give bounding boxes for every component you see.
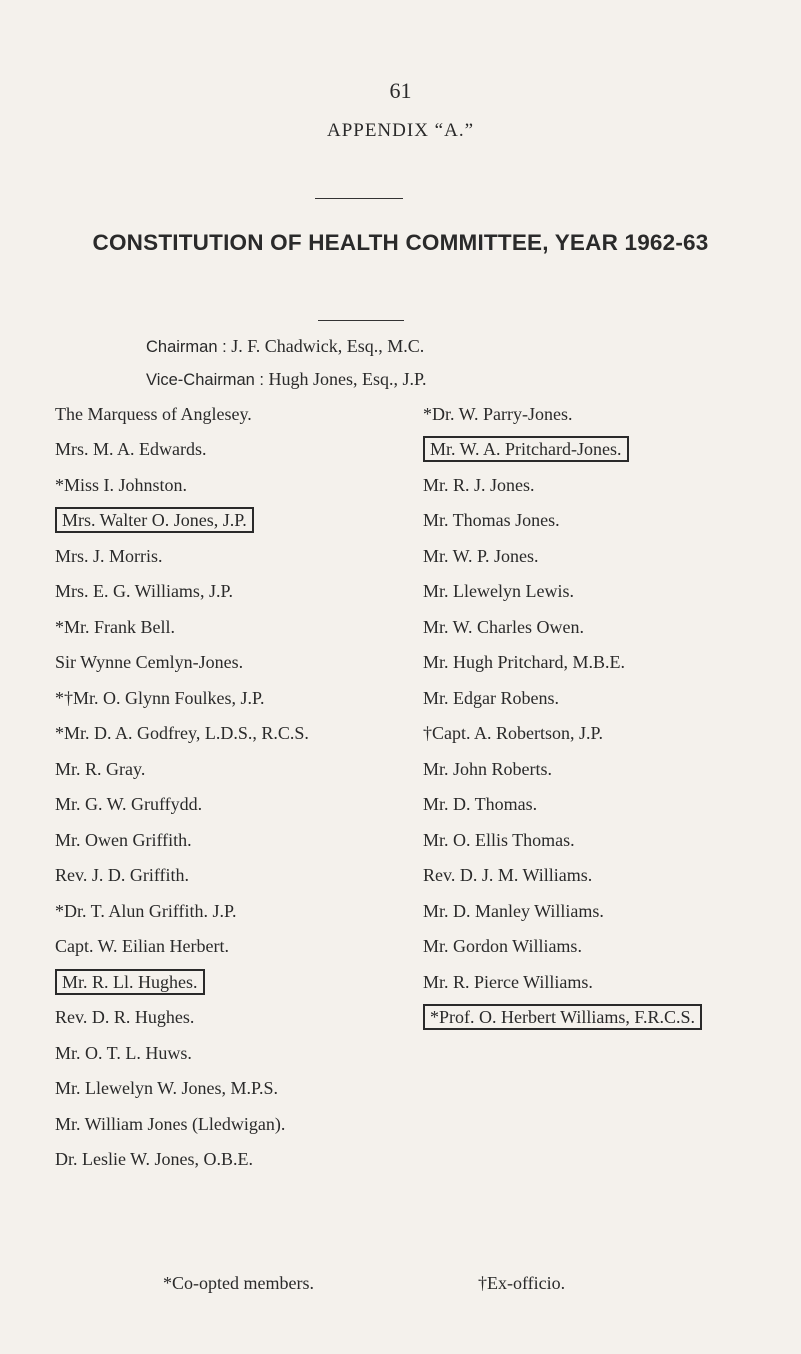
- member-entry: [55, 1141, 385, 1177]
- member-entry: [55, 573, 385, 609]
- divider-top: [315, 198, 403, 199]
- member-entry: [423, 644, 793, 680]
- member-name-boxed: Mr. W. A. Pritchard-Jones.: [423, 436, 629, 462]
- member-entry: [423, 786, 793, 822]
- member-name: Mr. R. Pierce Williams.: [423, 971, 593, 992]
- member-name: *Dr. W. Parry-Jones.: [423, 403, 573, 424]
- member-entry: [55, 1034, 385, 1070]
- members-right-column: [423, 395, 793, 1034]
- member-entry: [423, 537, 793, 573]
- member-entry: [423, 608, 793, 644]
- member-name: Mr. W. Charles Owen.: [423, 616, 584, 637]
- member-entry: [55, 466, 385, 502]
- member-name: Mr. W. P. Jones.: [423, 545, 539, 566]
- vice-chairman-label: Vice-Chairman :: [146, 371, 264, 389]
- member-name: Mr. R. Gray.: [55, 758, 146, 779]
- member-name: Mr. Hugh Pritchard, M.B.E.: [423, 652, 625, 673]
- members-left-column: [55, 395, 385, 1176]
- member-name: Mrs. J. Morris.: [55, 545, 163, 566]
- member-entry: [55, 644, 385, 680]
- page-title: CONSTITUTION OF HEALTH COMMITTEE, YEAR 1962-63: [92, 230, 709, 255]
- member-entry: [423, 395, 793, 431]
- member-name: Mrs. M. A. Edwards.: [55, 439, 207, 460]
- member-entry: [55, 537, 385, 573]
- member-name: Rev. D. R. Hughes.: [55, 1007, 195, 1028]
- member-name: Mr. G. W. Gruffydd.: [55, 794, 203, 815]
- member-name: Mr. Owen Griffith.: [55, 829, 192, 850]
- member-entry: [55, 679, 385, 715]
- member-name: Dr. Leslie W. Jones, O.B.E.: [55, 1149, 253, 1170]
- member-name-boxed: Mrs. Walter O. Jones, J.P.: [55, 507, 254, 533]
- member-name: Mr. William Jones (Lledwigan).: [55, 1113, 286, 1134]
- member-name: *Miss I. Johnston.: [55, 474, 188, 495]
- member-entry: [55, 857, 385, 893]
- member-entry: [423, 715, 793, 751]
- member-entry: [55, 892, 385, 928]
- member-name: †Capt. A. Robertson, J.P.: [423, 723, 604, 744]
- member-entry: [423, 573, 793, 609]
- member-name: Mr. Llewelyn W. Jones, M.P.S.: [55, 1078, 279, 1099]
- member-name: Rev. D. J. M. Williams.: [423, 865, 593, 886]
- member-name: Rev. J. D. Griffith.: [55, 865, 189, 886]
- member-entry: [423, 963, 793, 999]
- member-entry: [55, 715, 385, 751]
- member-name: *Dr. T. Alun Griffith. J.P.: [55, 900, 237, 921]
- member-name: Mr. Thomas Jones.: [423, 510, 560, 531]
- member-entry: [55, 963, 385, 999]
- page-number: 61: [389, 78, 412, 103]
- member-entry: [55, 608, 385, 644]
- member-name-boxed: *Prof. O. Herbert Williams, F.R.C.S.: [423, 1004, 702, 1030]
- footnote-ex-officio: †Ex-officio.: [478, 1273, 566, 1293]
- member-name: Mr. Edgar Robens.: [423, 687, 559, 708]
- member-name: Mr. D. Thomas.: [423, 794, 538, 815]
- member-name: Mr. D. Manley Williams.: [423, 900, 604, 921]
- member-name: Mr. O. T. L. Huws.: [55, 1042, 192, 1063]
- member-entry: [423, 679, 793, 715]
- member-name: Mr. John Roberts.: [423, 758, 553, 779]
- member-name-boxed: Mr. R. Ll. Hughes.: [55, 969, 205, 995]
- member-name: *Mr. Frank Bell.: [55, 616, 175, 637]
- member-entry: [423, 857, 793, 893]
- member-name: Sir Wynne Cemlyn-Jones.: [55, 652, 244, 673]
- vice-chairman-name: Hugh Jones, Esq., J.P.: [268, 369, 427, 389]
- member-name: Mr. Llewelyn Lewis.: [423, 581, 574, 602]
- member-name: The Marquess of Anglesey.: [55, 403, 252, 424]
- member-name: Mr. R. J. Jones.: [423, 474, 535, 495]
- chairman-line: [146, 336, 424, 357]
- member-entry: [55, 928, 385, 964]
- member-entry: [423, 821, 793, 857]
- member-entry: [55, 1105, 385, 1141]
- member-entry: [55, 750, 385, 786]
- appendix-heading: APPENDIX “A.”: [326, 120, 475, 141]
- member-entry: [55, 786, 385, 822]
- member-name: Mrs. E. G. Williams, J.P.: [55, 581, 233, 602]
- member-name: *Mr. D. A. Godfrey, L.D.S., R.C.S.: [55, 723, 309, 744]
- member-name: Mr. O. Ellis Thomas.: [423, 829, 575, 850]
- member-entry: [423, 750, 793, 786]
- member-entry: [423, 928, 793, 964]
- footnote-coopted: *Co-opted members.: [163, 1273, 314, 1293]
- member-name: *†Mr. O. Glynn Foulkes, J.P.: [55, 687, 265, 708]
- member-entry: [55, 1070, 385, 1106]
- chairman-label: Chairman :: [146, 338, 227, 356]
- member-name: Mr. Gordon Williams.: [423, 936, 582, 957]
- vice-chairman-line: [146, 369, 427, 390]
- member-entry: [55, 821, 385, 857]
- member-name: Capt. W. Eilian Herbert.: [55, 936, 229, 957]
- chairman-name: J. F. Chadwick, Esq., M.C.: [231, 336, 425, 356]
- member-entry: [55, 431, 385, 467]
- member-entry: [423, 999, 793, 1035]
- member-entry: [55, 395, 385, 431]
- member-entry: [423, 502, 793, 538]
- member-entry: [55, 502, 385, 538]
- member-entry: [423, 466, 793, 502]
- member-entry: [423, 431, 793, 467]
- member-entry: [55, 999, 385, 1035]
- member-entry: [423, 892, 793, 928]
- divider-bottom: [318, 320, 404, 321]
